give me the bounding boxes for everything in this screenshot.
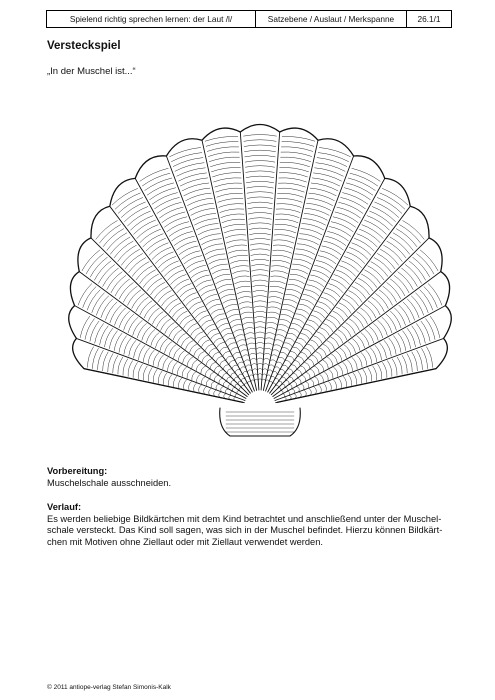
procedure-heading: Verlauf: bbox=[47, 502, 82, 512]
shell-rib bbox=[91, 238, 249, 395]
shell-rib bbox=[276, 369, 436, 403]
header-page-number: 26.1/1 bbox=[417, 14, 441, 24]
page-header bbox=[46, 10, 452, 28]
preparation-text: Muschelschale ausschneiden. bbox=[47, 477, 172, 488]
shell-rib bbox=[271, 238, 429, 395]
shell-rib bbox=[268, 178, 385, 392]
header-level: Satzebene / Auslaut / Merkspanne bbox=[256, 11, 407, 27]
game-phrase: „In der Muschel ist...“ bbox=[47, 66, 136, 77]
preparation-heading: Vorbereitung: bbox=[47, 466, 108, 476]
copyright-footer: © 2011 antiope-verlag Stefan Simonis-Kalk bbox=[47, 684, 171, 691]
scallop-shell-icon bbox=[52, 96, 472, 456]
procedure-line: schale versteckt. Das Kind soll sagen, was sich in der Muschel befindet. Hierzu können Bildkärt- bbox=[47, 525, 443, 536]
preparation-section bbox=[47, 466, 477, 489]
shell-rib bbox=[273, 272, 441, 397]
shell-rib bbox=[135, 178, 252, 392]
shell-growth-lines bbox=[78, 135, 442, 401]
shell-rib bbox=[79, 272, 247, 397]
shell-rib bbox=[240, 132, 259, 390]
procedure-line: Es werden beliebige Bildkärtchen mit dem Kind betrachtet und anschließend unter der Muschel- bbox=[47, 513, 442, 524]
shell-rib bbox=[202, 140, 257, 390]
shell-rib bbox=[263, 140, 318, 390]
header-topic: Spielend richtig sprechen lernen: der Laut /l/ bbox=[47, 11, 256, 27]
procedure-section bbox=[47, 502, 477, 548]
shell-outline bbox=[69, 125, 452, 403]
page-title: Versteckspiel bbox=[47, 40, 121, 52]
procedure-line: chen mit Motiven ohne Ziellaut oder mit Ziellaut verwendet werden. bbox=[47, 536, 323, 547]
shell-rib bbox=[84, 369, 244, 403]
shell-hinge-lines bbox=[226, 412, 294, 432]
shell-rib bbox=[261, 132, 280, 390]
